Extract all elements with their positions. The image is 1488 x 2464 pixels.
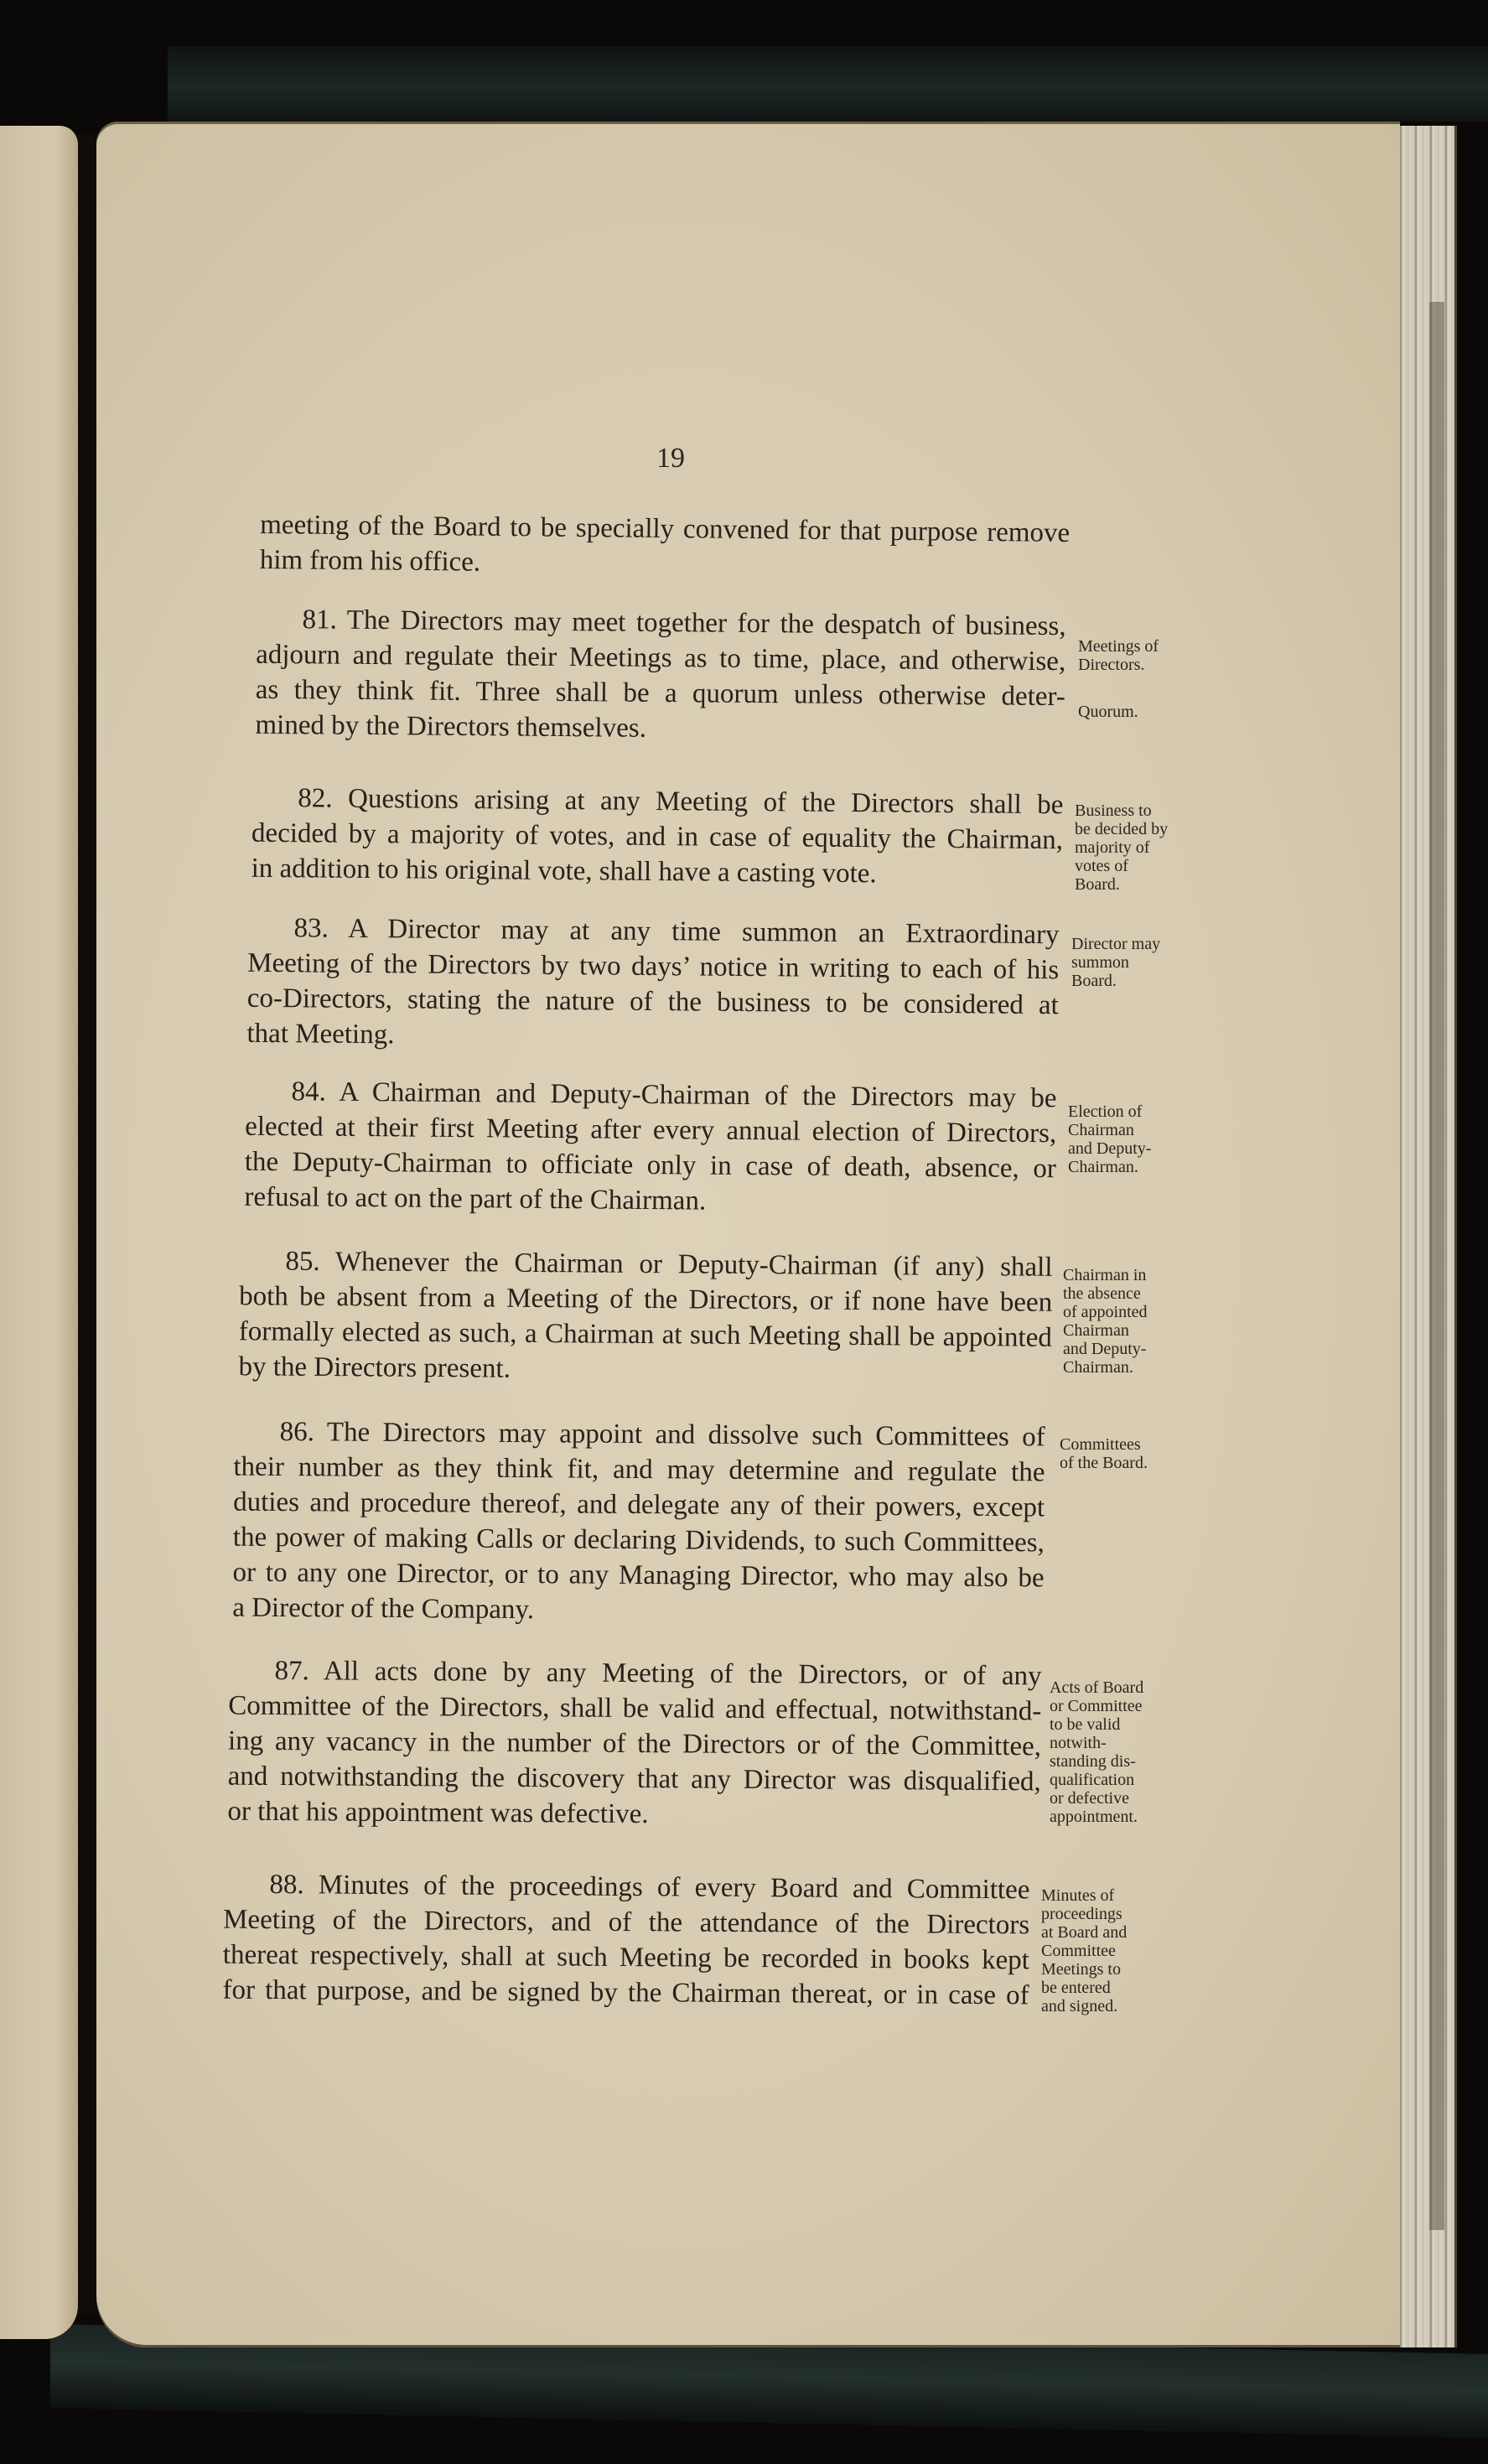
margin-note-election-of-chairman: [1068, 1102, 1151, 1176]
margin-note-line: Board.: [1075, 875, 1120, 894]
paragraph-line: a Director of the Company.: [232, 1592, 535, 1626]
margin-note-line: Quorum.: [1078, 703, 1138, 721]
paragraph-line: formally elected as such, a Chairman at such Meeting shall be appointed: [238, 1316, 1052, 1353]
paragraph-line: thereat respectively, shall at such Meeting be recorded in books kept: [222, 1939, 1029, 1976]
margin-note-line: appointment.: [1050, 1808, 1138, 1826]
page-number: 19: [656, 443, 685, 474]
paragraph-line: or to any one Director, or to any Managing Director, who may also be: [232, 1557, 1045, 1594]
margin-note-line: votes of: [1075, 857, 1128, 875]
margin-note-acts-valid: [1050, 1678, 1143, 1826]
margin-note-line: Acts of Board: [1050, 1678, 1144, 1697]
margin-note-line: or defective: [1050, 1789, 1129, 1808]
margin-note-line: Meetings to: [1041, 1960, 1121, 1979]
paragraph-line: both be absent from a Meeting of the Directors, or if none have been: [239, 1281, 1053, 1318]
paragraph-line: as they think fit. Three shall be a quorum unless otherwise deter-: [255, 674, 1065, 713]
margin-note-line: or Committee: [1050, 1697, 1143, 1715]
paragraph-line: adjourn and regulate their Meetings as to time, place, and otherwise,: [256, 639, 1066, 677]
margin-note-line: Board.: [1071, 972, 1117, 990]
paragraph-87: [227, 1653, 1041, 1835]
margin-note-line: majority of: [1075, 838, 1150, 857]
margin-note-committees-of-board: [1060, 1435, 1148, 1472]
margin-note-line: summon: [1071, 953, 1129, 972]
book-page: [96, 122, 1400, 2347]
margin-note-line: to be valid: [1050, 1715, 1121, 1734]
margin-note-line: standing dis-: [1050, 1752, 1136, 1771]
margin-note-line: Business to: [1075, 801, 1152, 820]
book-gutter: [78, 134, 96, 2314]
paragraph-line: Meeting of the Directors, and of the attendance of the Directors: [223, 1904, 1030, 1941]
margin-note-director-may-summon: [1071, 935, 1160, 990]
paragraph-line: 82. Questions arising at any Meeting of the Directors shall be: [298, 783, 1064, 821]
paragraph-line: mined by the Directors themselves.: [255, 709, 647, 744]
paragraph-line: him from his office.: [259, 544, 481, 578]
margin-note-line: Chairman: [1068, 1121, 1134, 1139]
paragraph-line: their number as they think fit, and may determine and regulate the: [233, 1451, 1045, 1488]
margin-note-line: and Deputy-: [1068, 1139, 1152, 1158]
margin-note-line: Committees: [1060, 1435, 1141, 1454]
margin-note-line: the absence: [1063, 1284, 1141, 1303]
margin-note-business-decided: [1075, 801, 1168, 894]
margin-note-line: Chairman in: [1063, 1266, 1147, 1284]
paragraph-line: and notwithstanding the discovery that any Director was disqualified,: [227, 1761, 1041, 1797]
paragraph-line: refusal to act on the part of the Chairman.: [244, 1181, 707, 1216]
margin-note-line: Meetings of: [1078, 637, 1159, 656]
paragraph-line: decided by a majority of votes, and in case of equality the Chairman,: [251, 817, 1064, 856]
margin-note-line: and signed.: [1041, 1997, 1118, 2015]
paragraph-line: the power of making Calls or declaring Dividends, to such Committees,: [232, 1522, 1045, 1559]
paragraph-88: [222, 1867, 1029, 2014]
margin-note-line: qualification: [1050, 1771, 1135, 1789]
paragraph-line: duties and procedure thereof, and delegate any of their powers, except: [233, 1486, 1045, 1523]
paragraph-line: elected at their first Meeting after every annual election of Directors,: [245, 1111, 1057, 1149]
paragraph-line: or that his appointment was defective.: [227, 1796, 649, 1830]
paragraph-line: 81. The Directors may meet together for the despatch of business,: [302, 604, 1066, 642]
paragraph-line: Committee of the Directors, shall be valid and effectual, notwithstand-: [228, 1690, 1042, 1727]
paragraph-line: 86. The Directors may appoint and dissolve such Committees of: [279, 1417, 1045, 1453]
margin-note-line: Chairman: [1063, 1321, 1129, 1340]
paragraph-85: [238, 1243, 1052, 1391]
margin-note-line: Directors.: [1078, 656, 1145, 674]
paragraph-line: 83. A Director may at any time summon an Extraordinary: [293, 913, 1060, 951]
paragraph-line: 84. A Chairman and Deputy-Chairman of the Directors may be: [291, 1076, 1057, 1114]
paragraph-82: [251, 781, 1063, 893]
facing-page-left: [0, 126, 78, 2339]
margin-note-line: Director may: [1071, 935, 1161, 953]
paragraph-line: Meeting of the Directors by two days’ notice in writing to each of his: [247, 947, 1060, 986]
paragraph-line: by the Directors present.: [238, 1351, 511, 1384]
margin-note-chairman-in-absence: [1063, 1266, 1148, 1377]
paragraph-line: meeting of the Board to be specially convened for that purpose remove: [260, 509, 1071, 549]
margin-note-quorum: [1078, 703, 1138, 721]
paragraph-line: for that purpose, and be signed by the Chairman thereat, or in case of: [222, 1974, 1029, 2011]
paragraph-81: [255, 602, 1065, 750]
margin-note-line: Minutes of: [1041, 1886, 1115, 1905]
margin-note-line: notwith-: [1050, 1734, 1107, 1752]
margin-note-line: of the Board.: [1060, 1454, 1148, 1472]
book-cover-top: [168, 46, 1488, 122]
paragraph-line: 87. All acts done by any Meeting of the Directors, or of any: [274, 1656, 1042, 1692]
margin-note-line: Committee: [1041, 1942, 1116, 1960]
margin-note-line: be entered: [1041, 1979, 1111, 1997]
margin-note-minutes-of-proceedings: [1041, 1886, 1127, 2015]
paragraph-84: [244, 1074, 1056, 1222]
paragraph-83: [246, 910, 1059, 1058]
margin-note-line: at Board and: [1041, 1923, 1128, 1942]
margin-note-line: and Deputy-: [1063, 1340, 1147, 1358]
margin-note-meetings-of-directors: [1078, 637, 1159, 674]
margin-note-line: proceedings: [1041, 1905, 1122, 1923]
page-stack-shadow: [1429, 302, 1444, 2230]
margin-note-line: Chairman.: [1068, 1158, 1138, 1176]
paragraph-line: that Meeting.: [246, 1018, 395, 1050]
paragraph-continuation: [260, 507, 1071, 586]
paragraph-line: 88. Minutes of the proceedings of every Board and Committee: [269, 1870, 1030, 1906]
paragraph-line: co-Directors, stating the nature of the business to be considered at: [246, 983, 1059, 1021]
paragraph-86: [232, 1414, 1045, 1631]
margin-note-line: be decided by: [1075, 820, 1169, 838]
margin-note-line: Election of: [1068, 1102, 1143, 1121]
paragraph-line: 85. Whenever the Chairman or Deputy-Chairman (if any) shall: [285, 1246, 1053, 1283]
paragraph-line: the Deputy-Chairman to officiate only in case of death, absence, or: [244, 1146, 1056, 1185]
paragraph-line: ing any vacancy in the number of the Directors or of the Committee,: [227, 1725, 1042, 1762]
margin-note-line: Chairman.: [1063, 1358, 1133, 1377]
paragraph-line: in addition to his original vote, shall have a casting vote.: [251, 853, 877, 890]
margin-note-line: of appointed: [1063, 1303, 1148, 1321]
